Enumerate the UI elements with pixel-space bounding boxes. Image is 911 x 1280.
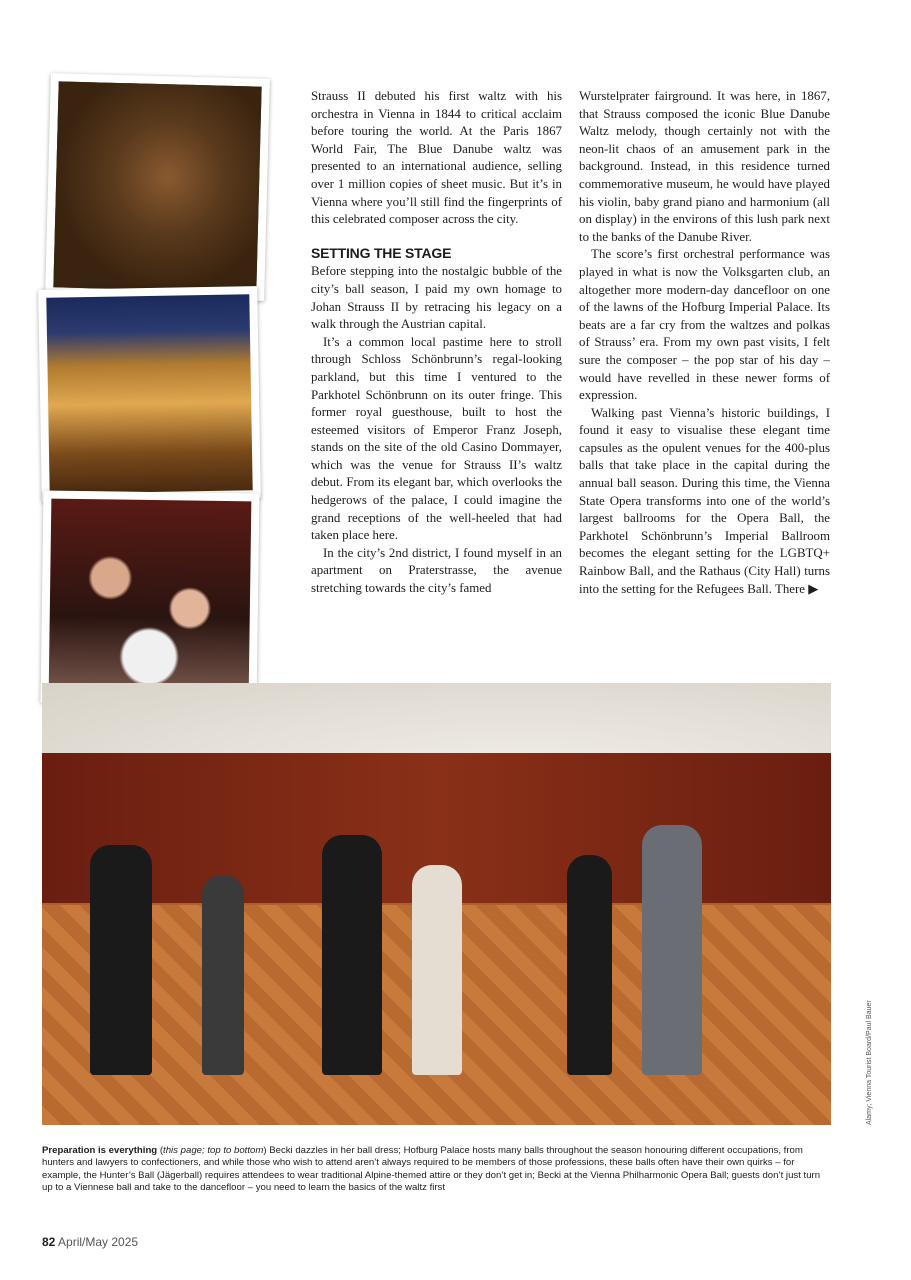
section-heading: SETTING THE STAGE bbox=[311, 244, 452, 261]
paragraph: Wurstelprater fairground. It was here, in 1867, that Strauss composed the iconic Blue Danube Waltz melody, though certainly not with the neon-lit chaos of an amusement park in the background. Instead, in this residence turned commemorative museum, he would have played his violin, baby grand piano and harmonium (all on display) in the environs of this lush park next to the banks of the Danube River. bbox=[579, 89, 830, 244]
photo-becki-ball-dress bbox=[45, 73, 270, 301]
caption-text: Becki dazzles in her ball dress; Hofburg Palace hosts many balls throughout the season honouring different occupations, from hunters and lawyers to confectioners, and while those who wish to attend aren’t always required to be members of those professions, these balls often have their own quirks – for example, the Hunter’s Ball (Jägerball) requires attendees to wear traditional Alpine-themed attire or they don’t get in; Becki at the Vienna Philharmonic Opera Ball; guests don’t just turn up to a Viennese ball and take to the dancefloor – you need to learn the basics of the waltz first bbox=[42, 1145, 821, 1193]
photo-waltz-lesson bbox=[42, 683, 831, 1125]
photo-hofburg-palace bbox=[38, 286, 261, 502]
issue-date: April/May 2025 bbox=[58, 1235, 139, 1249]
photo-caption: Preparation is everything (this page; top to bottom) Becki dazzles in her ball dress; Hofburg Palace hosts many balls throughout the season honouring different occupations, from hunters and lawyers to confectioners, and while those who wish to attend aren’t always required to be members of those professions, these balls often have their own quirks – for example, the Hunter’s Ball (Jägerball) requires attendees to wear traditional Alpine-themed attire or they don’t get in; Becki at the Vienna Philharmonic Opera Ball; guests don’t just turn up to a Viennese ball and take to the dancefloor – you need to learn the basics of the waltz first bbox=[42, 1145, 821, 1193]
page-number: 82 bbox=[42, 1235, 56, 1249]
paragraph: In the city’s 2nd district, I found myself in an apartment on Praterstrasse, the avenue stretching towards the city’s famed bbox=[311, 545, 562, 596]
article-intro: Strauss II debuted his first waltz with his orchestra in Vienna in 1844 to critical acclaim before touring the world. At the Paris 1867 World Fair, The Blue Danube waltz was presented to an international audience, selling over 1 million copies of sheet music. But it’s in Vienna where you’ll still find the fingerprints of this celebrated composer across the city. bbox=[311, 89, 562, 227]
paragraph: Walking past Vienna’s historic buildings, I found it easy to visualise these elegant time capsules as the opulent venues for the 400-plus balls that take place in the capital during the annual ball season. During this time, the Vienna State Opera transforms into one of the world’s largest ballrooms for the Opera Ball, the Parkhotel Schönbrunn’s Imperial Ballroom becomes the elegant setting for the LGBTQ+ Rainbow Ball, and the Rathaus (City Hall) turns into the setting for the Refugees Ball. There ▶ bbox=[579, 405, 830, 596]
photo-credit: Alamy; Vienna Tourist Board/Paul Bauer bbox=[866, 1000, 873, 1125]
page-footer bbox=[42, 1235, 138, 1249]
caption-title: Preparation is everything bbox=[42, 1145, 158, 1156]
paragraph: The score’s first orchestral performance was played in what is now the Volksgarten club, an altogether more modern-day dancefloor on one of the lawns of the Hofburg Imperial Palace. Its beats are a far cry from the waltzes and polkas of Strauss’ era. From my own past visits, I felt sure the composer – the pop star of his day – would have revelled in these newer forms of expression. bbox=[579, 247, 830, 403]
paragraph: It’s a common local pastime here to stroll through Schloss Schönbrunn’s regal-looking parkland, but this time I ventured to the Parkhotel Schönbrunn on its outer fringe. This former royal guesthouse, built to host the esteemed visitors of Emperor Franz Joseph, stands on the site of the old Casino Dommayer, which was the venue for Strauss II’s waltz debut. From its elegant bar, which overlooks the hedgerows of the palace, I could imagine the grand receptions of the well-heeled that had taken place here. bbox=[311, 334, 562, 543]
caption-position: this page; top to bottom bbox=[163, 1145, 264, 1156]
paragraph: Before stepping into the nostalgic bubble of the city’s ball season, I paid my own homage to Johan Strauss II by retracing his legacy on a walk through the Austrian capital. bbox=[311, 264, 562, 332]
photo-opera-ball-guests bbox=[41, 491, 260, 706]
article-column-2 bbox=[579, 88, 830, 598]
article-column-1 bbox=[311, 88, 562, 598]
